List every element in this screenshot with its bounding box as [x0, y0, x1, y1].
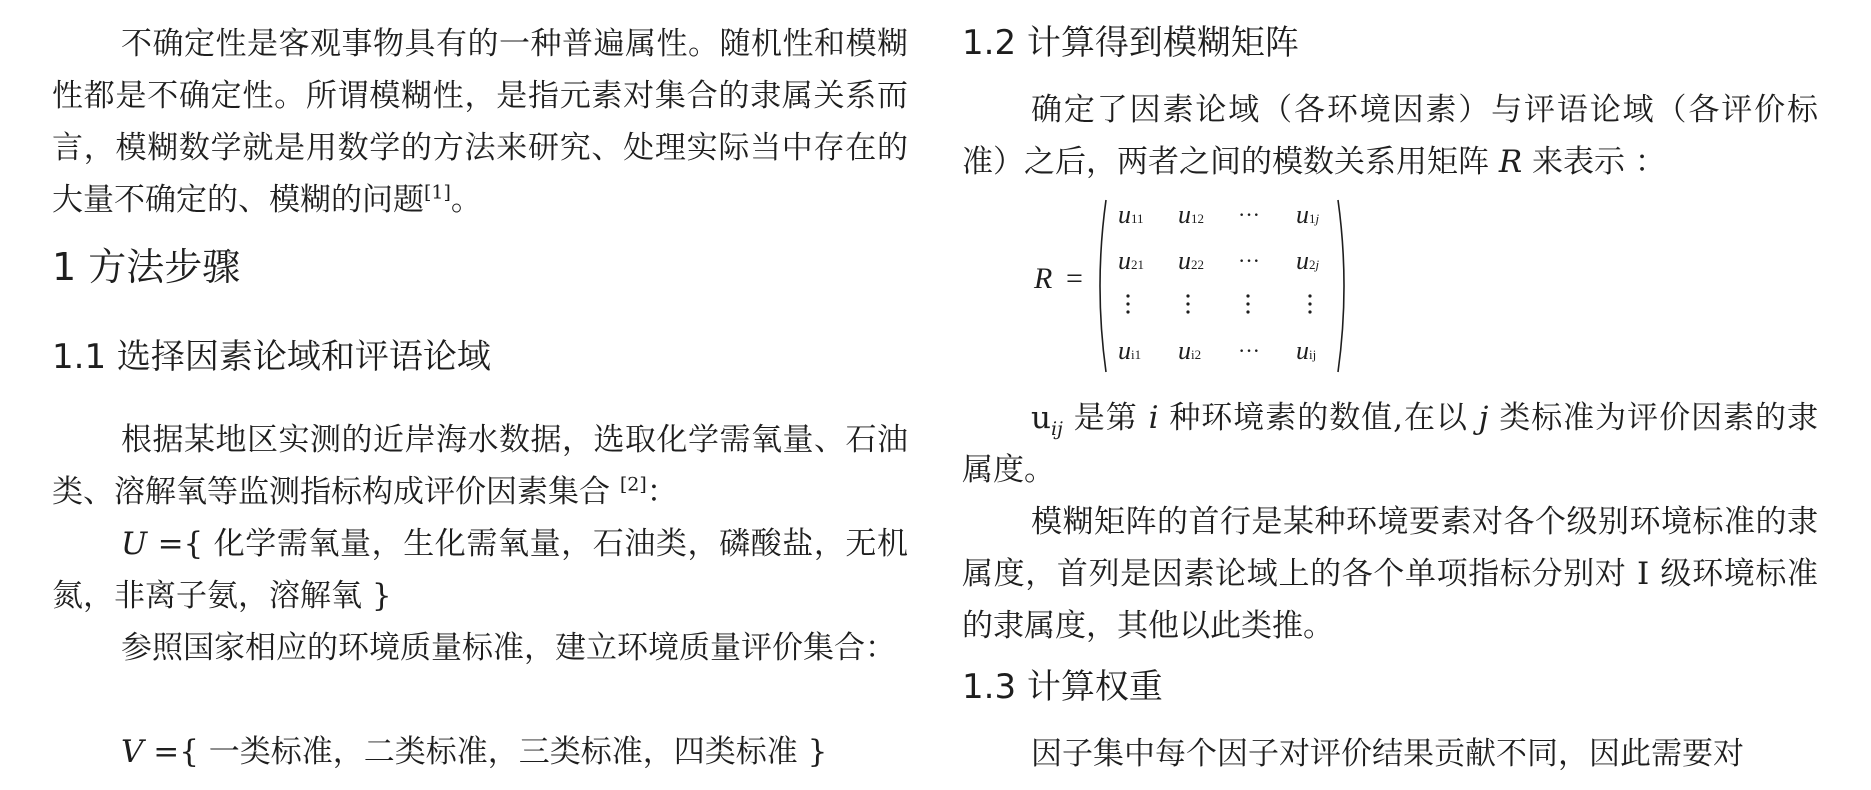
matrix-equals: =: [1066, 262, 1083, 295]
citation-1: [1]: [424, 181, 451, 204]
subsection-heading-1-3: 1.3 计算权重: [962, 667, 1163, 707]
matrix-intro-paragraph: [962, 84, 1818, 188]
matrix-intro-text: 确定了因素论域（各环境因素）与评语论域（各评价标准）之后，两者之间的模数关系用矩阵: [962, 92, 1818, 180]
section-heading-methods: 1 方法步骤: [52, 245, 241, 289]
factor-set-colon: ：: [646, 474, 678, 510]
matrix-cell-ui2: ui2: [1178, 336, 1202, 365]
matrix-intro-end: 来表示 ：: [1522, 144, 1666, 180]
i-symbol: i: [1148, 400, 1159, 436]
u-set-definition: [52, 518, 908, 622]
matrix-cell-u1j: u1j: [1296, 200, 1320, 229]
matrix-cell-uij: uij: [1296, 336, 1317, 365]
matrix-lhs: R: [1034, 262, 1053, 295]
matrix-cell-u2j: u2j: [1296, 246, 1320, 275]
element-definition-paragraph: [962, 392, 1818, 496]
v-symbol: V: [121, 734, 144, 770]
matrix-explanation-paragraph: 模糊矩阵的首行是某种环境要素对各个级别环境标准的隶属度，首列是因素论域上的各个单项指标分别对 Ⅰ 级环境标准的隶属度，其他以此类推。: [962, 504, 1818, 644]
matrix-cell-ui1: ui1: [1118, 336, 1142, 365]
def-text-1: 是第: [1062, 400, 1149, 436]
j-symbol: j: [1478, 400, 1489, 436]
factor-set-paragraph: [52, 414, 908, 518]
citation-2: [2]: [619, 473, 647, 496]
v-set-text: ={ 一类标准，二类标准，三类标准，四类标准 }: [143, 734, 828, 770]
matrix-cell-u21: u21: [1118, 246, 1144, 275]
evaluation-set-paragraph: 参照国家相应的环境质量标准，建立环境质量评价集合：: [121, 630, 896, 666]
u-var: u: [1031, 400, 1051, 436]
fuzzy-matrix: [1034, 196, 1354, 376]
matrix-hdots-r1: ···: [1238, 202, 1260, 227]
def-text-2: 种环境素的数值,在以: [1158, 400, 1479, 436]
matrix-hdots-r4: ···: [1238, 338, 1260, 363]
v-set-definition: [52, 726, 908, 778]
r-symbol: R: [1498, 144, 1523, 180]
matrix-cell-u22: u22: [1178, 246, 1204, 275]
matrix-cell-u12: u12: [1178, 200, 1204, 229]
factor-set-text: 根据某地区实测的近岸海水数据，选取化学需氧量、石油类、溶解氧等监测指标构成评价因素集合: [52, 422, 908, 510]
intro-paragraph: [52, 18, 908, 226]
subsection-heading-1-1: 1.1 选择因素论域和评语论域: [52, 337, 491, 377]
subsection-heading-1-2: 1.2 计算得到模糊矩阵: [962, 23, 1299, 63]
intro-text: 不确定性是客观事物具有的一种普遍属性。随机性和模糊性都是不确定性。所谓模糊性，是指元素对集合的隶属关系而言，模糊数学就是用数学的方法来研究、处理实际当中存在的大量不确定的、模糊的问题: [52, 26, 908, 218]
u-symbol: U: [121, 526, 148, 562]
u-set-text: ={ 化学需氧量，生化需氧量，石油类，磷酸盐，无机氮，非离子氨，溶解氧 }: [52, 526, 908, 614]
matrix-hdots-r2: ···: [1238, 248, 1260, 273]
ij-subscript: ij: [1050, 418, 1063, 441]
intro-end: 。: [450, 182, 482, 218]
matrix-cell-u11: u11: [1118, 200, 1144, 229]
def-text-3: 类标准为评价因素的隶属度。: [962, 400, 1819, 488]
weight-paragraph: 因子集中每个因子对评价结果贡献不同，因此需要对: [1031, 736, 1744, 772]
